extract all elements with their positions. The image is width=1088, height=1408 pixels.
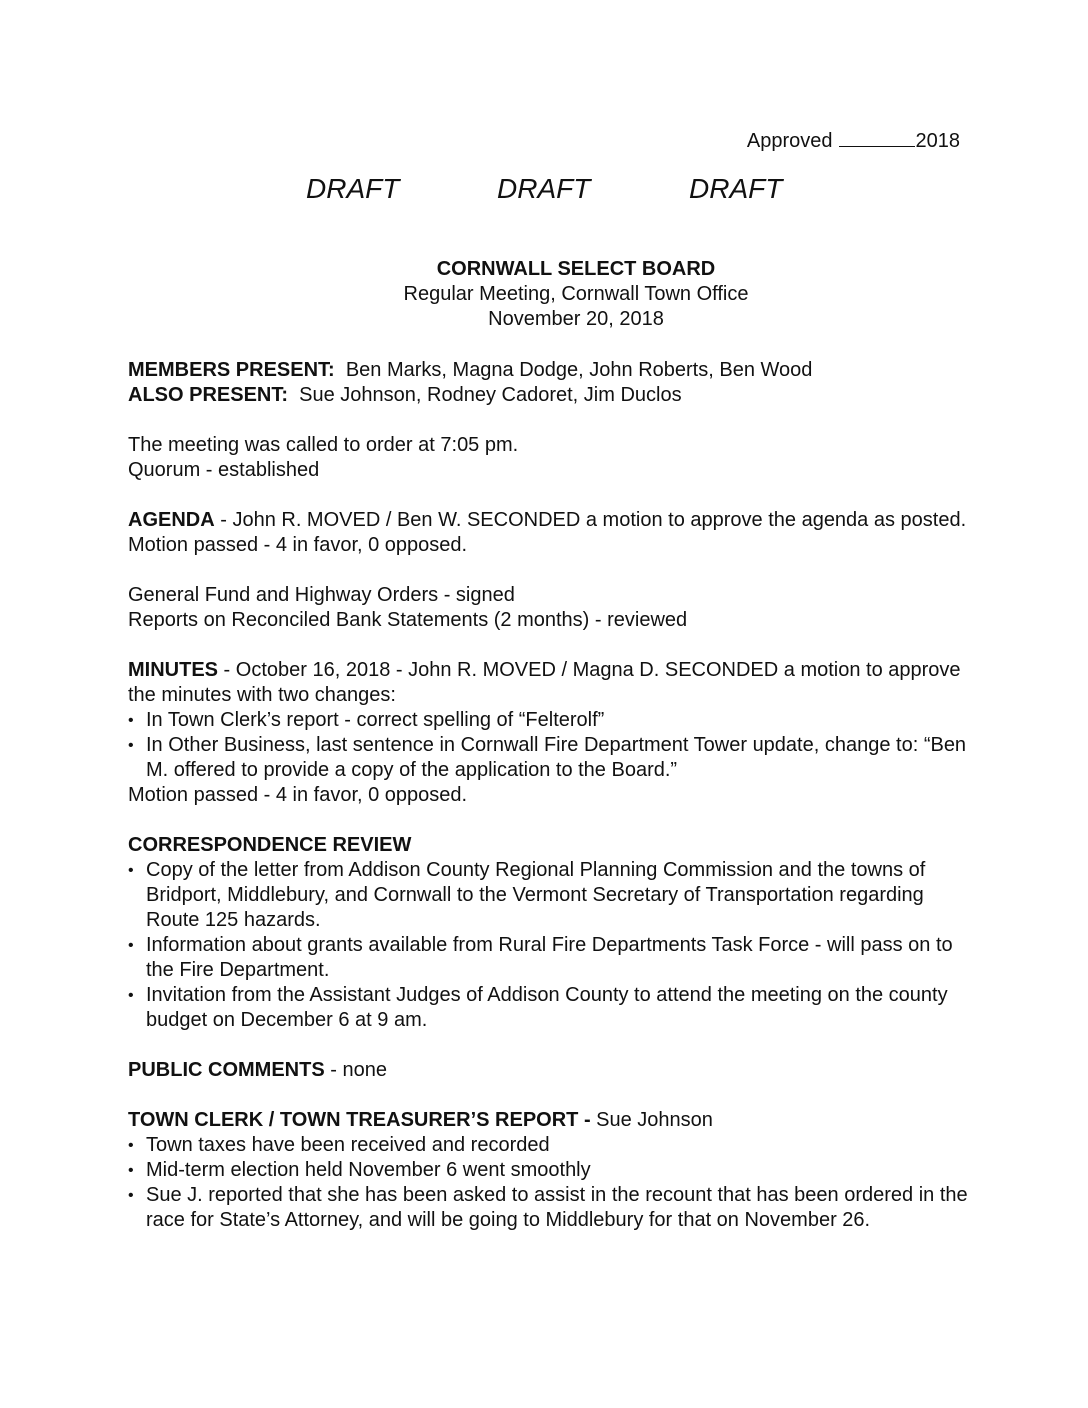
town-clerk-section	[128, 1108, 968, 1233]
draft-watermark: DRAFT	[306, 173, 400, 204]
draft-watermark: DRAFT	[689, 173, 783, 204]
approved-line	[747, 128, 960, 153]
minutes-changes-list	[128, 708, 968, 783]
bank-statements-reviewed: Reports on Reconciled Bank Statements (2 months) - reviewed	[128, 609, 688, 631]
public-comments-label: PUBLIC COMMENTS	[128, 1059, 325, 1081]
agenda-section	[128, 508, 968, 558]
list-item: • Sue J. reported that she has been asked to assist in the recount that has been ordered in the race for State’s Attorney, and will be going to Middlebury for that on November 26.	[128, 1183, 968, 1233]
agenda-label: AGENDA	[128, 509, 215, 531]
correspondence-section	[128, 833, 968, 1033]
members-present-label: MEMBERS PRESENT:	[128, 359, 335, 381]
approved-date-blank	[839, 128, 915, 147]
minutes-text: - October 16, 2018 - John R. MOVED / Magna D. SECONDED a motion to approve the minutes with two changes:	[128, 659, 961, 706]
members-present-names: Ben Marks, Magna Dodge, John Roberts, Ben Wood	[345, 359, 813, 381]
orders-section	[128, 583, 968, 633]
public-comments-text: - none	[324, 1059, 387, 1081]
orders-signed: General Fund and Highway Orders - signed	[128, 584, 515, 606]
also-present-names: Sue Johnson, Rodney Cadoret, Jim Duclos	[299, 384, 682, 406]
list-item: • Invitation from the Assistant Judges of Addison County to attend the meeting on the county budget on December 6 at 9 am.	[128, 983, 968, 1033]
draft-watermark: DRAFT	[497, 173, 591, 204]
town-clerk-list	[128, 1133, 968, 1233]
also-present-label: ALSO PRESENT:	[128, 384, 289, 406]
minutes-motion	[128, 658, 968, 708]
approved-label: Approved	[746, 130, 833, 152]
members-present	[128, 358, 968, 383]
list-item: • Information about grants available from Rural Fire Departments Task Force - will pass on to the Fire Department.	[128, 933, 968, 983]
document-header	[0, 257, 1088, 332]
meeting-type: Regular Meeting, Cornwall Town Office	[403, 283, 749, 305]
quorum-status: Quorum - established	[128, 459, 320, 481]
minutes-label: MINUTES	[128, 659, 218, 681]
opening-section	[128, 433, 968, 483]
attendance-section	[128, 358, 968, 408]
meeting-date: November 20, 2018	[488, 308, 664, 330]
also-present	[128, 383, 968, 408]
list-item: • In Other Business, last sentence in Cornwall Fire Department Tower update, change to: “Ben M. offered to provide a copy of the application to the Board.”	[128, 733, 968, 783]
approved-year: 2018	[915, 130, 960, 152]
minutes-section	[128, 658, 968, 808]
town-clerk-label: TOWN CLERK / TOWN TREASURER’S REPORT -	[128, 1109, 591, 1131]
correspondence-list	[128, 858, 968, 1033]
list-item: • Copy of the letter from Addison County Regional Planning Commission and the towns of Bridport, Middlebury, and Cornwall to the Vermont Secretary of Transportation regarding Route 125 hazards.	[128, 858, 968, 933]
list-item: • In Town Clerk’s report - correct spelling of “Felterolf”	[128, 708, 968, 733]
correspondence-label: CORRESPONDENCE REVIEW	[128, 834, 412, 856]
list-item: • Mid-term election held November 6 went smoothly	[128, 1158, 968, 1183]
town-clerk-name: Sue Johnson	[590, 1109, 713, 1131]
list-item: • Town taxes have been received and recorded	[128, 1133, 968, 1158]
town-clerk-heading	[128, 1108, 968, 1133]
minutes-result: Motion passed - 4 in favor, 0 opposed.	[128, 784, 468, 806]
public-comments-section	[128, 1058, 968, 1083]
agenda-text: - John R. MOVED / Ben W. SECONDED a motion to approve the agenda as posted. Motion passed - 4 in favor, 0 opposed.	[128, 509, 967, 556]
board-title: CORNWALL SELECT BOARD	[436, 258, 716, 280]
minutes-body	[128, 358, 968, 1233]
call-to-order: The meeting was called to order at 7:05 pm.	[128, 434, 519, 456]
